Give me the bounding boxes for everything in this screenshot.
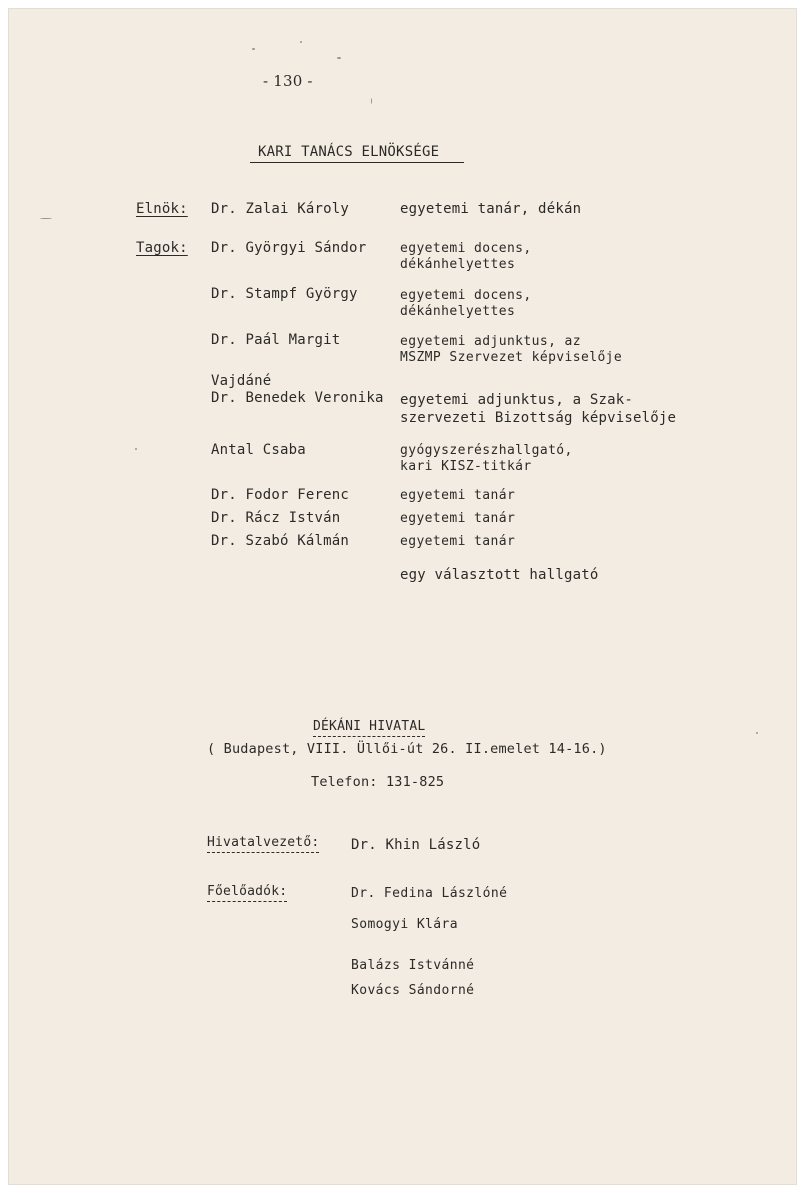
member-role: egyetemi adjunktus, az	[400, 334, 581, 349]
office-heading: DÉKÁNI HIVATAL	[313, 718, 425, 737]
member-role: egyetemi docens,	[400, 241, 532, 256]
officer-name: Balázs Istvánné	[351, 958, 475, 973]
member-name: Dr. Paál Margit	[211, 332, 341, 348]
officers-label: Főelőadók:	[207, 883, 287, 902]
member-role: egyetemi adjunktus, a Szak-	[400, 392, 633, 408]
council-heading: KARI TANÁCS ELNÖKSÉGE	[258, 144, 440, 160]
member-role: dékánhelyettes	[400, 304, 516, 319]
member-role: kari KISZ-titkár	[400, 459, 532, 474]
scan-speck	[371, 98, 372, 104]
scan-speck	[252, 48, 255, 50]
member-name: Dr. Stampf György	[211, 286, 358, 302]
document-page	[8, 8, 797, 1185]
member-role: gyógyszerészhallgató,	[400, 443, 573, 458]
officer-name: Somogyi Klára	[351, 917, 458, 932]
elected-student: egy választott hallgató	[400, 567, 599, 583]
member-name: Antal Csaba	[211, 442, 306, 458]
page-number: - 130 -	[263, 72, 313, 90]
member-name: Dr. Fodor Ferenc	[211, 487, 350, 503]
scan-speck	[300, 41, 302, 43]
member-role: dékánhelyettes	[400, 257, 516, 272]
office-head-name: Dr. Khin László	[351, 837, 481, 853]
member-name: Vajdáné	[211, 373, 272, 389]
scan-speck	[337, 57, 341, 59]
member-name: Dr. Benedek Veronika	[211, 390, 384, 406]
president-label: Elnök:	[136, 201, 188, 217]
office-address: ( Budapest, VIII. Üllői-út 26. II.emelet 14-16.)	[207, 741, 607, 757]
office-phone: Telefon: 131-825	[311, 774, 445, 790]
officer-name: Kovács Sándorné	[351, 983, 475, 998]
member-name: Dr. Györgyi Sándor	[211, 240, 367, 256]
president-name: Dr. Zalai Károly	[211, 201, 350, 217]
member-role: egyetemi tanár	[400, 511, 516, 526]
office-head-label: Hivatalvezető:	[207, 834, 319, 853]
member-name: Dr. Szabó Kálmán	[211, 533, 350, 549]
member-role: egyetemi tanár	[400, 534, 516, 549]
scan-speck	[135, 448, 137, 450]
member-role: MSZMP Szervezet képviselője	[400, 350, 623, 365]
member-name: Dr. Rácz István	[211, 510, 341, 526]
heading-underline	[250, 162, 464, 163]
president-role: egyetemi tanár, dékán	[400, 201, 582, 217]
scan-speck	[756, 732, 758, 734]
member-role: egyetemi tanár	[400, 488, 516, 503]
scan-speck	[40, 218, 52, 219]
members-label: Tagok:	[136, 240, 188, 256]
member-role: szervezeti Bizottság képviselője	[400, 410, 677, 426]
officer-name: Dr. Fedina Lászlóné	[351, 886, 508, 901]
member-role: egyetemi docens,	[400, 288, 532, 303]
